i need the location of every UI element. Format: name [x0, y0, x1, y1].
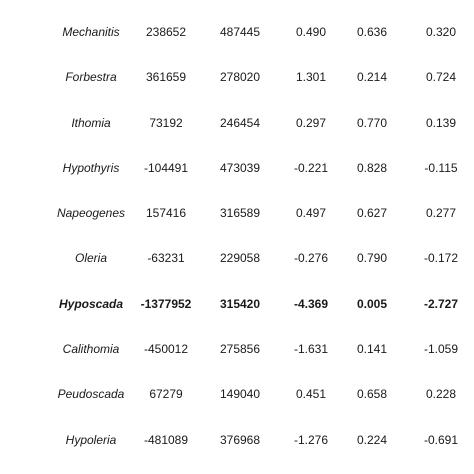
table-row — [0, 146, 474, 191]
value-cell: 487445 — [219, 25, 261, 39]
value-cell: 0.828 — [356, 160, 388, 175]
value-cell: 0.790 — [356, 251, 388, 266]
value-cell: 1.301 — [295, 70, 327, 85]
value-cell: -4.369 — [293, 296, 329, 311]
value-cell: 376968 — [219, 432, 261, 447]
value-cell: 0.139 — [425, 115, 457, 130]
value-cell: 246454 — [219, 115, 261, 130]
value-cell: 73192 — [149, 115, 183, 130]
value-cell: -2.727 — [423, 296, 459, 311]
value-cell: 0.451 — [295, 387, 327, 402]
table-row — [0, 327, 474, 372]
value-cell: -0.276 — [293, 251, 329, 266]
value-cell: 316589 — [219, 206, 261, 221]
value-cell: 67279 — [149, 387, 183, 402]
value-cell: 229058 — [219, 251, 261, 266]
value-cell: -0.172 — [423, 251, 459, 266]
value-cell: -0.691 — [423, 432, 459, 447]
value-cell: 473039 — [219, 160, 261, 175]
value-cell: -0.115 — [424, 160, 458, 175]
genus-name: Peudoscada — [57, 387, 125, 402]
value-cell: 0.320 — [425, 25, 457, 39]
table-row — [0, 418, 474, 463]
genus-name: Forbestra — [65, 70, 117, 85]
value-cell: 0.724 — [425, 70, 457, 85]
table-row — [0, 191, 474, 236]
value-cell: -1.059 — [423, 342, 459, 357]
data-table — [0, 10, 474, 463]
value-cell: -1.631 — [293, 342, 329, 357]
value-cell: 0.627 — [356, 206, 388, 221]
value-cell: 0.214 — [356, 70, 388, 85]
value-cell: -104491 — [143, 160, 189, 175]
genus-name: Oleria — [74, 251, 108, 266]
value-cell: -1.276 — [293, 432, 329, 447]
genus-name: Hypothyris — [62, 160, 120, 175]
value-cell: -0.221 — [293, 160, 329, 175]
value-cell: -63231 — [147, 251, 185, 266]
genus-name: Hypoleria — [65, 432, 117, 447]
genus-name: Mechanitis — [62, 25, 120, 39]
value-cell: 0.224 — [356, 432, 388, 447]
value-cell: 0.490 — [295, 25, 327, 39]
value-cell: 0.228 — [425, 387, 457, 402]
value-cell: 157416 — [145, 206, 187, 221]
table-row — [0, 101, 474, 146]
value-cell: 361659 — [145, 70, 187, 85]
value-cell: 238652 — [145, 25, 187, 39]
value-cell: 0.277 — [425, 206, 457, 221]
value-cell: 0.297 — [295, 115, 327, 130]
value-cell: 0.141 — [356, 342, 388, 357]
value-cell: 0.636 — [356, 25, 388, 39]
value-cell: 275856 — [219, 342, 261, 357]
table-row — [0, 236, 474, 281]
genus-name: Hyposcada — [58, 296, 124, 311]
value-cell: -1377952 — [140, 296, 192, 311]
value-cell: -450012 — [143, 342, 189, 357]
genus-name: Calithomia — [62, 342, 120, 357]
value-cell: -481089 — [143, 432, 189, 447]
value-cell: 149040 — [219, 387, 261, 402]
genus-name: Napeogenes — [56, 206, 126, 221]
value-cell: 0.770 — [356, 115, 388, 130]
value-cell: 278020 — [219, 70, 261, 85]
table-row — [0, 10, 474, 55]
value-cell: 315420 — [219, 296, 261, 311]
value-cell: 0.497 — [295, 206, 327, 221]
value-cell: 0.658 — [356, 387, 388, 402]
table-row-highlighted — [0, 282, 474, 327]
table-row — [0, 372, 474, 417]
table-row — [0, 55, 474, 100]
value-cell: 0.005 — [356, 296, 388, 311]
genus-name: Ithomia — [71, 115, 111, 130]
